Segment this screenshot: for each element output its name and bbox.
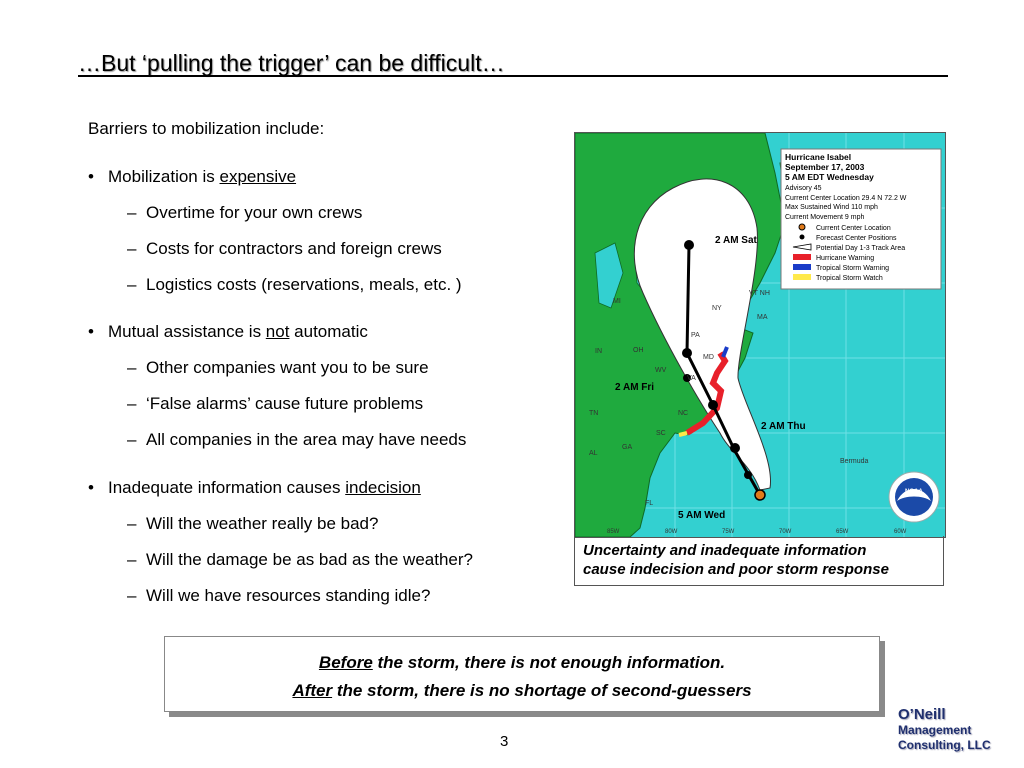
label-2am-thu: 2 AM Thu xyxy=(761,421,806,432)
svg-text:NOAA: NOAA xyxy=(905,489,923,495)
noaa-logo-icon xyxy=(889,472,939,522)
svg-text:Potential Day 1-3 Track Area: Potential Day 1-3 Track Area xyxy=(816,245,906,252)
emphasis-not: not xyxy=(265,322,290,341)
callout-line-2: After the storm, there is no shortage of second-guessers xyxy=(292,681,752,700)
svg-text:SC: SC xyxy=(656,430,666,437)
bullet-inadequate-information: • Inadequate information causes indecision xyxy=(88,478,421,497)
page-number: 3 xyxy=(500,733,509,750)
sub-bullet: – Will we have resources standing idle? xyxy=(127,586,431,605)
svg-text:65W: 65W xyxy=(836,529,849,535)
svg-text:Hurricane Warning: Hurricane Warning xyxy=(816,255,875,262)
svg-text:WV: WV xyxy=(655,367,667,374)
sub-bullet: – Will the weather really be bad? xyxy=(127,514,379,533)
current-center-icon xyxy=(755,490,765,500)
svg-text:PA: PA xyxy=(691,332,700,339)
svg-text:Advisory 45: Advisory 45 xyxy=(785,185,822,192)
svg-text:Current Center Location 29.4 N: Current Center Location 29.4 N 72.2 W xyxy=(785,195,907,202)
svg-text:Tropical Storm Watch: Tropical Storm Watch xyxy=(816,275,883,282)
svg-text:FL: FL xyxy=(645,500,654,507)
svg-text:IN: IN xyxy=(595,348,602,355)
svg-text:NC: NC xyxy=(678,410,689,417)
label-5am-wed: 5 AM Wed xyxy=(678,510,726,521)
legend-current-icon xyxy=(799,224,805,230)
sub-bullet: – ‘False alarms’ cause future problems xyxy=(127,394,424,413)
label-2am-sat: 2 AM Sat xyxy=(715,235,757,246)
title-underline xyxy=(78,75,948,77)
slide-title: …But ‘pulling the trigger’ can be difficult… xyxy=(78,50,505,76)
sub-bullet: – Other companies want you to be sure xyxy=(127,358,429,377)
sub-bullet: – Will the damage be as bad as the weather? xyxy=(127,550,473,569)
emphasis-indecision: indecision xyxy=(345,478,421,497)
bullet-expensive: • Mobilization is expensive xyxy=(88,167,297,186)
svg-text:85W: 85W xyxy=(607,529,620,535)
sub-bullet: – Costs for contractors and foreign crews xyxy=(127,239,442,258)
company-logo: O’Neill Management Consulting, LLC xyxy=(898,706,991,752)
svg-text:MI: MI xyxy=(613,298,621,305)
svg-text:AL: AL xyxy=(589,450,598,457)
svg-text:5 AM EDT Wednesday: 5 AM EDT Wednesday xyxy=(785,172,874,182)
map-caption: Uncertainty and inadequate information cause indecision and poor storm response xyxy=(574,536,944,586)
bullet-dot-icon: • xyxy=(88,167,94,186)
label-bermuda: Bermuda xyxy=(840,458,869,465)
svg-text:VA: VA xyxy=(687,375,696,382)
callout-line-1: Before the storm, there is not enough information. xyxy=(318,653,726,672)
svg-text:GA: GA xyxy=(622,444,633,451)
legend-ts-watch-icon xyxy=(793,274,811,280)
bullet-mutual-assistance: • Mutual assistance is not automatic xyxy=(88,322,368,341)
emphasis-expensive: expensive xyxy=(219,167,297,186)
svg-text:Hurricane Isabel: Hurricane Isabel xyxy=(785,152,852,162)
hurricane-track-map xyxy=(574,132,946,538)
svg-text:Forecast Center Positions: Forecast Center Positions xyxy=(816,235,897,242)
tropical-storm-watch xyxy=(679,433,687,435)
svg-text:Tropical Storm Warning: Tropical Storm Warning xyxy=(816,265,890,272)
label-2am-fri: 2 AM Fri xyxy=(615,382,655,393)
sub-bullet: – All companies in the area may have needs xyxy=(127,430,467,449)
svg-text:75W: 75W xyxy=(722,529,735,535)
svg-text:Current Center Location: Current Center Location xyxy=(816,225,891,232)
legend-ts-warning-icon xyxy=(793,264,811,270)
svg-text:VT NH: VT NH xyxy=(749,290,770,297)
svg-text:MD: MD xyxy=(703,354,714,361)
legend-forecast-icon xyxy=(800,235,805,240)
svg-text:Current Movement 9 mph: Current Movement 9 mph xyxy=(785,214,865,221)
bullet-dot-icon: • xyxy=(88,322,94,341)
svg-text:80W: 80W xyxy=(665,529,678,535)
legend-hurricane-warning-icon xyxy=(793,254,811,260)
bullet-dot-icon: • xyxy=(88,478,94,497)
map-svg xyxy=(575,133,945,537)
intro-text: Barriers to mobilization include: xyxy=(88,119,325,138)
svg-text:60W: 60W xyxy=(894,529,907,535)
svg-text:OH: OH xyxy=(633,347,644,354)
svg-text:MA: MA xyxy=(757,314,768,321)
sub-bullet: – Logistics costs (reservations, meals, etc. ) xyxy=(127,275,462,294)
map-legend xyxy=(781,149,941,289)
svg-text:September 17, 2003: September 17, 2003 xyxy=(785,162,865,172)
sub-bullet: – Overtime for your own crews xyxy=(127,203,363,222)
svg-text:NY: NY xyxy=(712,305,722,312)
svg-text:TN: TN xyxy=(589,410,599,417)
svg-text:70W: 70W xyxy=(779,529,792,535)
svg-text:Max Sustained Wind 110 mph: Max Sustained Wind 110 mph xyxy=(785,204,878,211)
callout-box xyxy=(164,636,880,712)
